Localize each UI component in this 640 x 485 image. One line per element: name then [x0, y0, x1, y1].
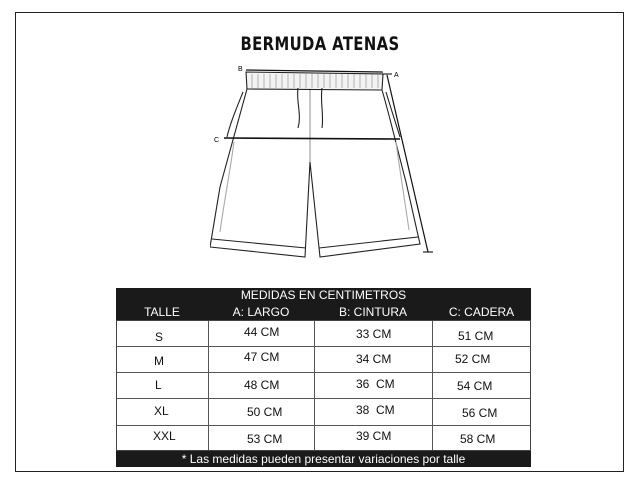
table-cell: XXL [153, 429, 176, 443]
table-cell: L [155, 378, 162, 392]
label-b: B [238, 66, 243, 73]
table-header-row [116, 303, 531, 320]
table-cell: 53 CM [247, 432, 283, 446]
table-cell: 58 CM [460, 432, 496, 446]
header-largo: A: LARGO [232, 305, 290, 319]
header-cadera: C: CADERA [448, 305, 515, 319]
table-cell: 51 CM [458, 329, 494, 343]
table-cell: 56 CM [462, 406, 498, 420]
table-cell: 33 CM [356, 327, 392, 341]
table-cell: 44 CM [244, 325, 280, 339]
table-caption: MEDIDAS EN CENTIMETROS [116, 288, 531, 303]
table-cell: S [155, 330, 164, 344]
table-footnote: * Las medidas pueden presentar variaciones por talle [116, 451, 531, 467]
table-cell: M [154, 354, 164, 368]
shorts-diagram [210, 62, 435, 267]
table-cell: 50 CM [247, 405, 283, 419]
table-cell: 52 CM [455, 352, 491, 366]
header-talle: TALLE [144, 305, 180, 319]
product-title: BERMUDA ATENAS [240, 33, 400, 55]
header-cintura: B: CINTURA [338, 305, 407, 319]
table-cell: 54 CM [457, 379, 493, 393]
label-c: C [214, 137, 220, 144]
table-cell: 48 CM [244, 378, 280, 392]
table-cell: 34 CM [356, 352, 392, 366]
table-cell: 38 CM [356, 403, 395, 417]
table-cell: 36 CM [356, 377, 395, 391]
table-cell: 39 CM [356, 429, 392, 443]
label-a: A [394, 72, 399, 79]
size-table [116, 320, 531, 451]
table-cell: 47 CM [244, 350, 280, 364]
table-cell: XL [154, 404, 169, 418]
